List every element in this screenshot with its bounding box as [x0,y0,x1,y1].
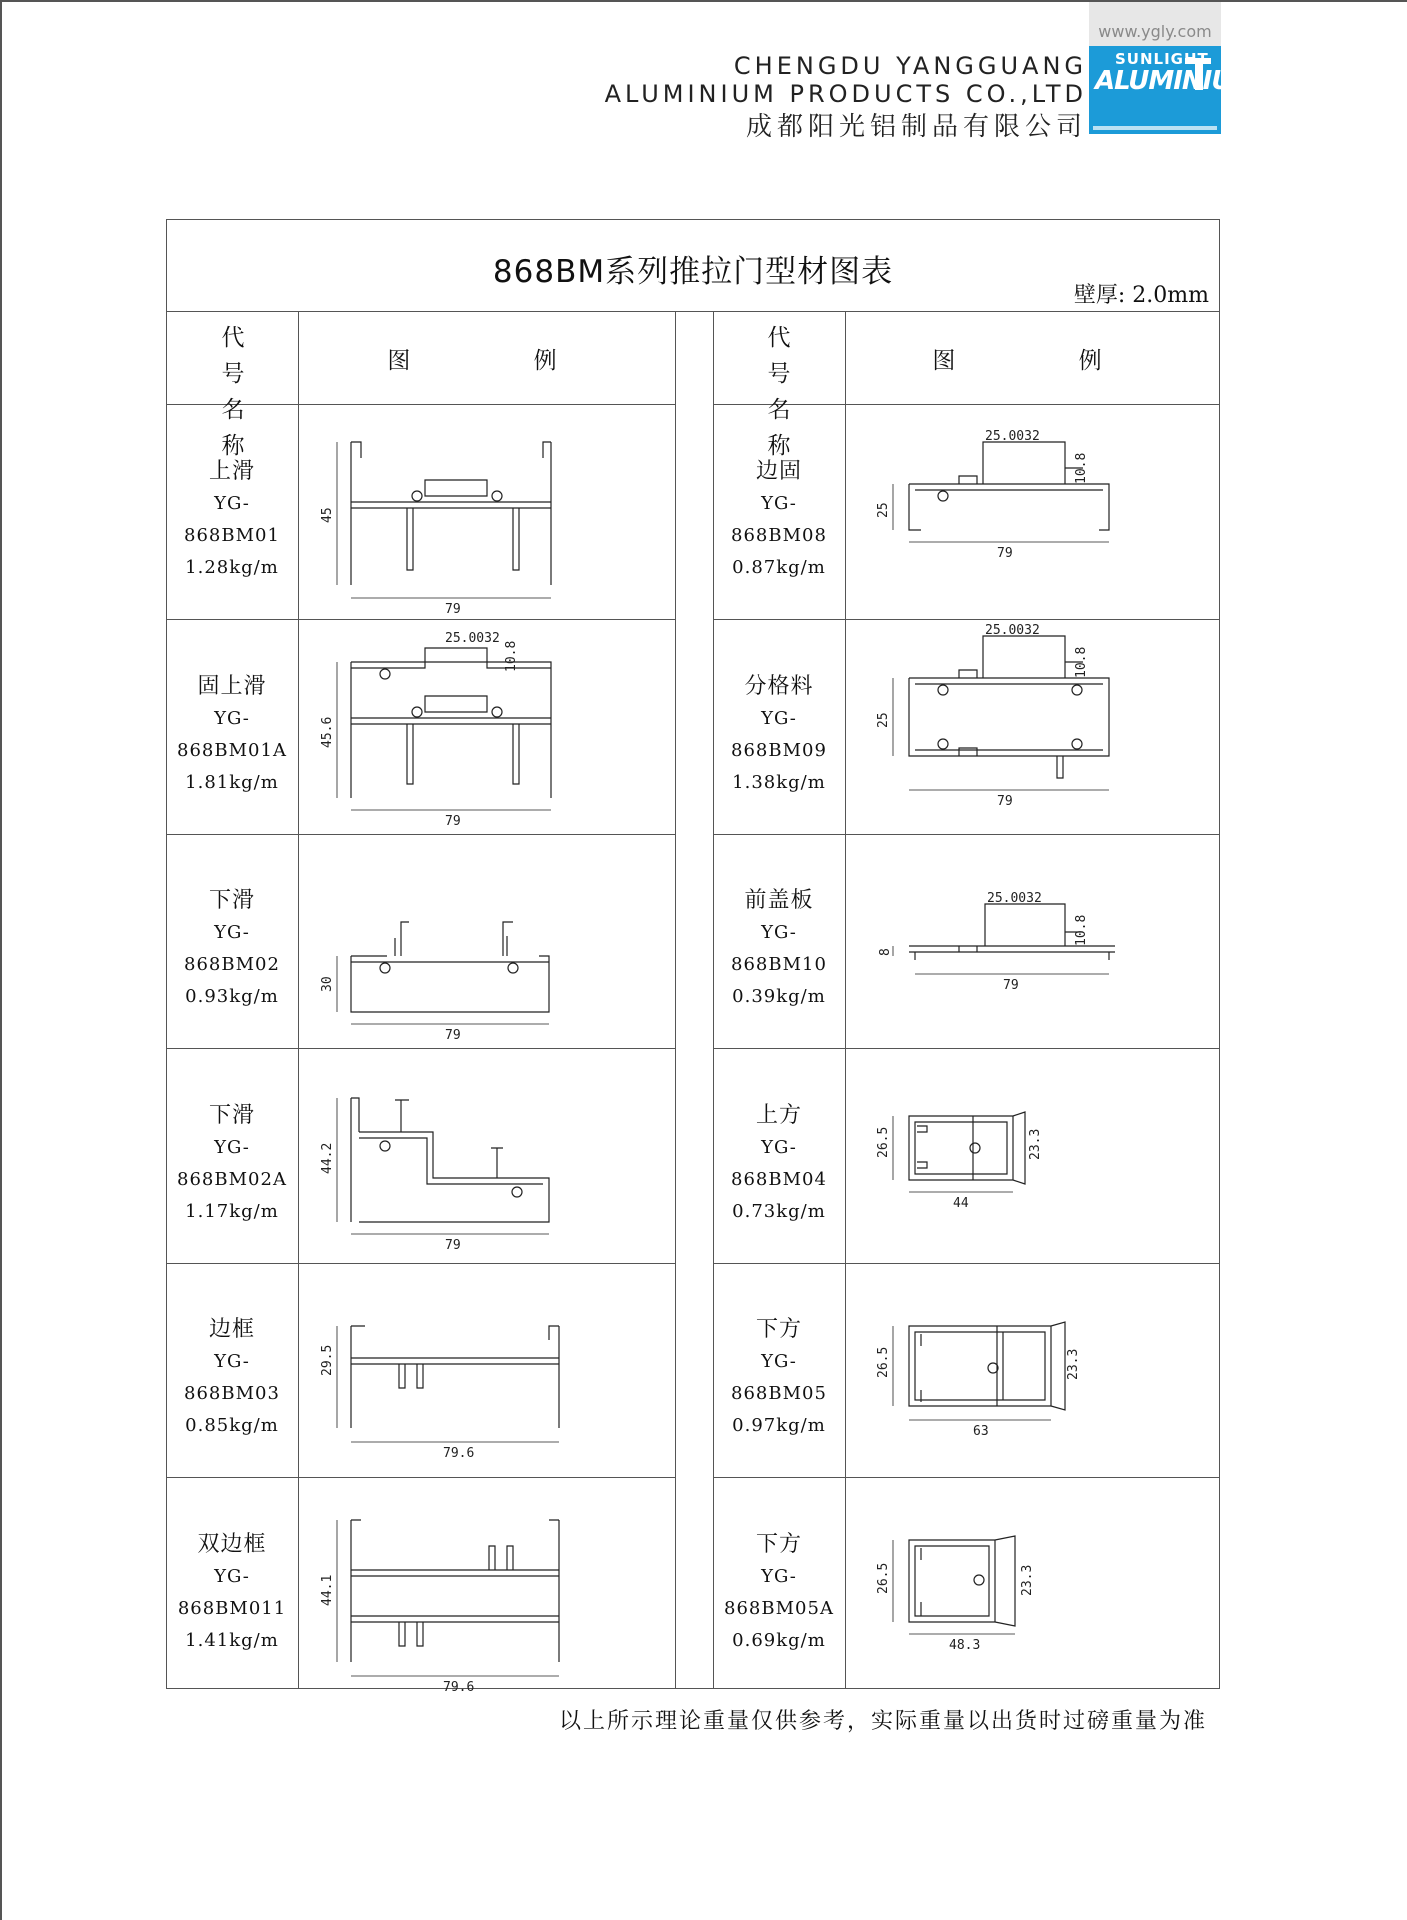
dimension-label: 25.0032 [987,891,1042,906]
profile-code: YG-868BM02A [177,1137,287,1190]
dimension-label: 44.1 [320,1574,335,1606]
profile-weight: 1.28kg/m [185,557,279,578]
profile-code: YG-868BM10 [731,922,827,975]
profile-name: 下滑 [208,1103,255,1128]
grid-line [845,311,846,1688]
dimension-label: 23.3 [1028,1128,1043,1160]
profile-weight: 1.17kg/m [185,1201,279,1222]
header-code-left [189,320,299,464]
profile-label [167,671,297,799]
dimension-label: 44 [953,1196,969,1211]
profile-drawing [876,1530,1177,1684]
dimension-label: 26.5 [876,1346,891,1378]
dimension-label: 23.3 [1020,1564,1035,1596]
dimension-label: 48.3 [949,1638,981,1653]
dimension-label: 29.5 [320,1344,335,1376]
profile-name: 固上滑 [197,674,267,699]
header-code-right [735,320,845,464]
profile-drawing [320,912,597,1046]
dimension-label: 23.3 [1066,1348,1081,1380]
profile-drawing [876,623,1177,826]
profile-code: YG-868BM05 [731,1351,827,1404]
profile-code: YG-868BM02 [184,922,280,975]
header-code-line1: 代 号 [221,325,267,387]
dimension-label: 63 [973,1424,989,1439]
profile-weight: 0.73kg/m [732,1201,826,1222]
profile-label [167,456,297,584]
profile-name: 边框 [208,1317,255,1342]
profile-drawing [876,1316,1177,1470]
profile-weight: 1.81kg/m [185,772,279,793]
grid-line [298,311,299,1688]
dimension-label: 26.5 [876,1562,891,1594]
profile-drawing [878,890,1177,1024]
profile-code: YG-868BM09 [731,708,827,761]
dimension-label: 10.8 [1074,452,1089,484]
profile-label [167,1100,297,1228]
profile-name: 下方 [755,1317,802,1342]
dimension-label: 79 [997,794,1013,809]
dimension-label: 30 [320,976,335,992]
profile-weight: 0.69kg/m [732,1630,826,1651]
dimension-label: 25.0032 [985,623,1040,638]
dimension-label: 10.8 [1074,646,1089,678]
profile-weight: 0.85kg/m [185,1415,279,1436]
dimension-label: 25.0032 [985,429,1040,444]
company-logo [1089,2,1257,134]
dimension-label: 79 [1003,978,1019,993]
header-code-line2: 名 称 [221,397,267,459]
grid-line [167,1048,676,1049]
header-figure-left: 图 例 [387,348,615,374]
dimension-label: 79.6 [443,1680,475,1695]
profile-drawing [320,1316,597,1461]
logo-website: www.ygly.com [1089,2,1221,46]
profile-label [167,885,297,1013]
profile-code: YG-868BM05A [724,1566,834,1619]
header-code-line2: 名 称 [767,397,813,459]
company-name-en-line1: CHENGDU YANGGUANG [733,52,1087,80]
company-name-cn: 成都阳光铝制品有限公司 [745,112,1087,142]
profile-drawing [320,438,597,617]
dimension-label: 10.8 [504,640,519,672]
profile-weight: 0.87kg/m [732,557,826,578]
grid-line [713,834,1219,835]
grid-line [167,619,676,620]
grid-line [167,1477,676,1478]
profile-label [167,1529,297,1657]
dimension-label: 8 [878,948,893,956]
profile-label [167,1314,297,1442]
logo-strip [1093,126,1217,130]
dimension-label: 44.2 [320,1142,335,1174]
logo-word-aluminium: ALUMINIUM [1095,66,1257,96]
header-code-line1: 代 号 [767,325,813,387]
profile-label [714,1314,844,1442]
profile-weight: 0.97kg/m [732,1415,826,1436]
profile-weight: 1.38kg/m [732,772,826,793]
profile-weight: 0.93kg/m [185,986,279,1007]
profile-label [714,456,844,584]
profile-drawing [876,1104,1177,1248]
dimension-label: 79 [445,1028,461,1043]
grid-line [713,1048,1219,1049]
dimension-label: 79 [445,1238,461,1253]
profile-name: 边固 [755,459,802,484]
profile-drawing [876,429,1177,622]
profile-code: YG-868BM08 [731,493,827,546]
dimension-label: 25 [876,502,891,518]
company-name-en-line2: ALUMINIUM PRODUCTS CO.,LTD [604,80,1087,108]
profile-code: YG-868BM01 [184,493,280,546]
logo-word-sunlight: SUNLIGHT [1115,50,1209,68]
profile-weight: 1.41kg/m [185,1630,279,1651]
grid-line [675,311,676,1688]
profile-label [714,671,844,799]
profile-label [714,1529,844,1657]
profile-name: 分格料 [744,674,814,699]
profile-name: 下方 [755,1532,802,1557]
header-figure-right: 图 例 [932,348,1160,374]
grid-line [167,311,1219,312]
dimension-label: 25 [876,712,891,728]
dimension-label: 79.6 [443,1446,475,1461]
dimension-label: 25.0032 [445,631,500,646]
profile-name: 双边框 [197,1532,267,1557]
profile-drawing [320,1088,597,1262]
grid-line [713,1263,1219,1264]
dimension-label: 79 [445,814,461,829]
grid-line [167,834,676,835]
profile-label [714,885,844,1013]
profile-label [714,1100,844,1228]
dimension-label: 79 [445,602,461,617]
profile-code: YG-868BM01A [177,708,287,761]
profile-name: 上方 [755,1103,802,1128]
dimension-label: 26.5 [876,1126,891,1158]
dimension-label: 45.6 [320,716,335,748]
dimension-label: 45 [320,507,335,523]
profile-code: YG-868BM03 [184,1351,280,1404]
profile-name: 前盖板 [744,888,814,913]
dimension-label: 79 [997,546,1013,561]
profile-name: 上滑 [208,459,255,484]
profile-weight: 0.39kg/m [732,986,826,1007]
profile-code: YG-868BM011 [177,1566,287,1619]
profile-code: YG-868BM04 [731,1137,827,1190]
grid-line [713,1477,1219,1478]
footer-note: 以上所示理论重量仅供参考，实际重量以出货时过磅重量为准 [558,1709,1207,1734]
grid-line [167,1263,676,1264]
wall-thickness: 壁厚: 2.0mm [1073,283,1209,308]
table-title: 868BM系列推拉门型材图表 [492,254,894,290]
profile-drawing [320,628,597,829]
dimension-label: 10.8 [1074,914,1089,946]
profile-table [166,219,1220,1695]
profile-drawing [320,1516,597,1695]
profile-name: 下滑 [208,888,255,913]
